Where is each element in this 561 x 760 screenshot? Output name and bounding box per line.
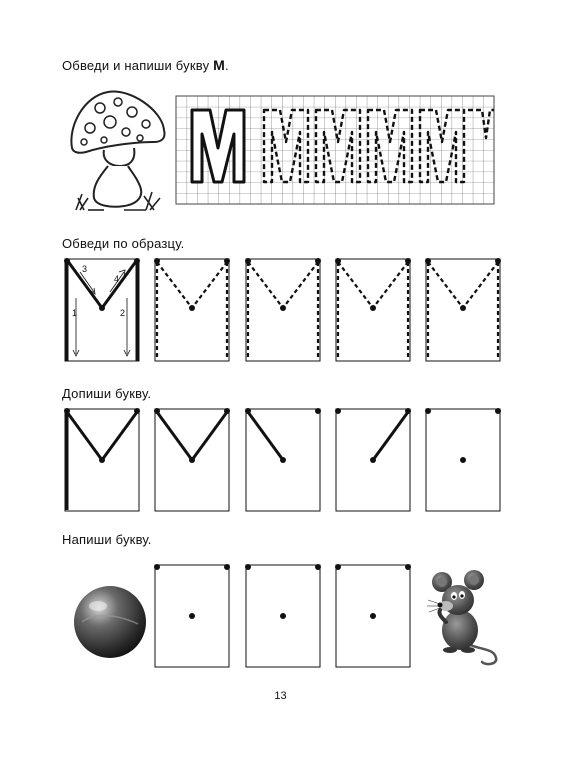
instruction-write-letter: Напиши букву. xyxy=(62,532,152,547)
complete-card-3 xyxy=(245,408,321,512)
mushroom-ring xyxy=(104,148,135,166)
dashed-card-2 xyxy=(245,258,321,362)
page-number: 13 xyxy=(274,690,287,702)
complete-card-1 xyxy=(64,408,140,512)
complete-card-5 xyxy=(425,408,501,512)
instruction-punctuation: . xyxy=(224,58,229,73)
mouse-body xyxy=(442,610,478,650)
dashed-card-4 xyxy=(425,258,501,362)
stroke-number-1: 1 xyxy=(72,308,78,318)
mushroom-stem xyxy=(94,166,142,207)
letter-tracing-grid xyxy=(176,96,494,204)
stroke-order-sample-card xyxy=(64,258,140,362)
write-card-3 xyxy=(335,564,411,668)
stroke-number-4: 4 xyxy=(114,274,120,284)
mushroom-illustration xyxy=(64,86,174,214)
ball-illustration xyxy=(72,584,148,660)
mouse-tail xyxy=(468,644,496,664)
instruction-trace-and-write xyxy=(62,57,229,73)
target-letter: М xyxy=(213,57,225,73)
mouse-illustration xyxy=(424,568,502,668)
complete-card-2 xyxy=(154,408,230,512)
mushroom-cap xyxy=(71,92,164,153)
instruction-trace-by-sample: Обведи по образцу. xyxy=(62,236,185,251)
dashed-card-3 xyxy=(335,258,411,362)
dashed-card-1 xyxy=(154,258,230,362)
stroke-number-2: 2 xyxy=(120,308,126,318)
complete-card-4 xyxy=(335,408,411,512)
write-card-1 xyxy=(154,564,230,668)
instruction-text: Обведи и напиши букву xyxy=(62,58,214,73)
instruction-complete-letter: Допиши букву. xyxy=(62,386,152,401)
stroke-number-3: 3 xyxy=(82,264,88,274)
write-card-2 xyxy=(245,564,321,668)
